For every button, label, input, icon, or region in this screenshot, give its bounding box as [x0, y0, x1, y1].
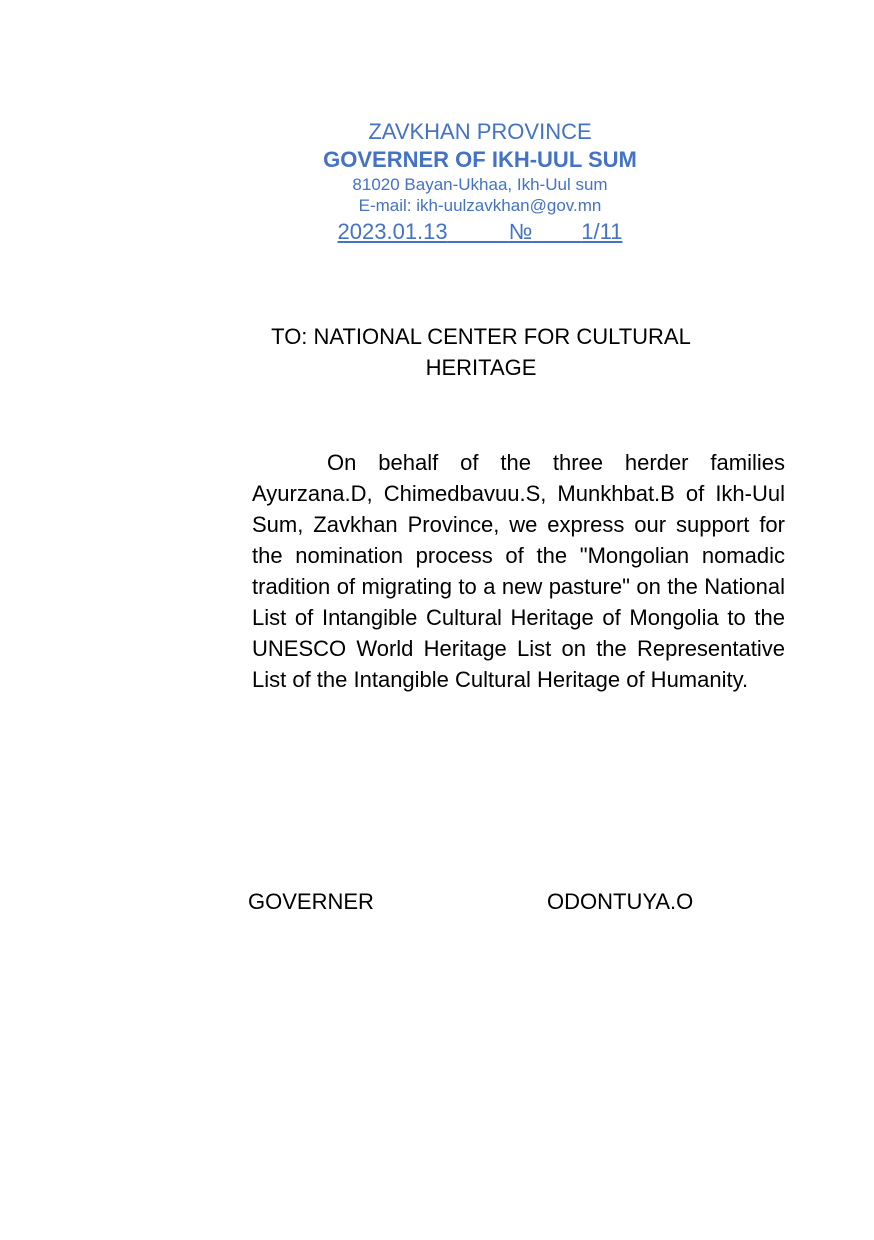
number-sign: №	[508, 219, 533, 244]
recipient-block	[228, 321, 734, 383]
recipient-line-1: TO: NATIONAL CENTER FOR CULTURAL	[271, 324, 691, 349]
office-address: 81020 Bayan-Ukhaa, Ikh-Uul sum	[352, 175, 608, 194]
signature-name: ODONTUYA.O	[547, 889, 694, 914]
reference-line	[338, 219, 623, 245]
letterhead	[280, 118, 680, 245]
office-email: E-mail: ikh-uulzavkhan@gov.mn	[358, 196, 602, 215]
province-name: ZAVKHAN PROVINCE	[368, 119, 592, 144]
letter-date: 2023.01.13	[337, 219, 448, 244]
recipient-line-2: HERITAGE	[425, 355, 537, 380]
letter-body: On behalf of the three herder families Ayurzana.D, Chimedbavuu.S, Munkhbat.B of Ikh-Uul Sum, Zavkhan Province, we express our support for the nomination process of the "Mongolian nomadic tradition of migrating to a new pasture" on the National List of Intangible Cultural Heritage of Mongolia to the UNESCO World Heritage List on the Representative List of the Intangible Cultural Heritage of Humanity.	[252, 450, 785, 692]
office-name: GOVERNER OF IKH-UUL SUM	[323, 147, 637, 172]
letter-number: 1/11	[581, 219, 623, 244]
signature-title: GOVERNER	[248, 889, 374, 914]
